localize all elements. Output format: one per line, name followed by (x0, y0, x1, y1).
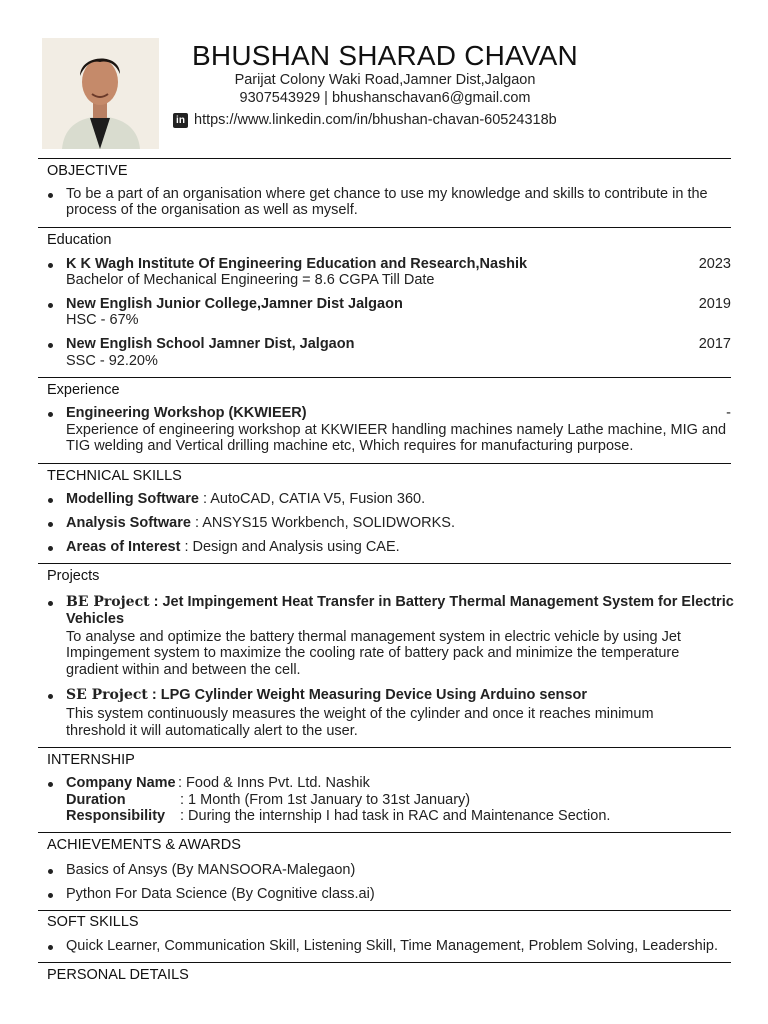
bullet (48, 601, 53, 606)
section-title-technical-skills: TECHNICAL SKILLS (47, 468, 182, 484)
be-project-title-cont: Vehicles (66, 611, 125, 627)
achievement-item: Basics of Ansys (By MANSOORA-Malegaon) (66, 862, 356, 878)
experience-line-2: TIG welding and Vertical drilling machine etc, Which requires for manufacturing purpose. (66, 438, 634, 454)
skill-row (66, 491, 425, 508)
bullet (48, 945, 53, 950)
divider (38, 377, 731, 378)
section-title-objective: OBJECTIVE (47, 163, 128, 179)
skill-value: : Design and Analysis using CAE. (180, 539, 400, 555)
skill-value: : ANSYS15 Workbench, SOLIDWORKS. (190, 515, 455, 531)
be-project-desc-1: To analyse and optimize the battery thermal management system in electric vehicle by using Jet (66, 629, 681, 645)
education-year: 2023 (698, 256, 731, 272)
skill-label: Areas of Interest (66, 539, 181, 555)
be-project-desc-3: gradient within and between the cell. (66, 662, 301, 678)
divider (38, 563, 731, 564)
se-project-desc-1: This system continuously measures the weight of the cylinder and once it reaches minimum (66, 706, 654, 722)
bullet (48, 498, 53, 503)
se-project-desc-2: threshold it will automatically alert to the user. (66, 723, 358, 739)
skill-value: : AutoCAD, CATIA V5, Fusion 360. (198, 491, 426, 507)
experience-line-1: Experience of engineering workshop at KKWIEER handling machines namely Lathe machine, MIG and (66, 422, 727, 438)
skill-label: Analysis Software (66, 515, 191, 531)
section-title-experience: Experience (47, 382, 120, 398)
bullet (48, 546, 53, 551)
internship-value: : During the internship I had task in RAC and Maintenance Section. (180, 808, 611, 824)
bullet (48, 694, 53, 699)
education-detail: HSC - 67% (66, 312, 139, 328)
internship-label: Duration (66, 792, 126, 808)
divider (38, 832, 731, 833)
divider (38, 463, 731, 464)
se-project-prefix: SE Project (66, 687, 148, 703)
be-project-desc-2: Impingement system to maximize the cooling rate of battery pack and minimize the temperature (66, 645, 680, 661)
experience-dash: - (726, 405, 731, 421)
be-project-prefix: BE Project (66, 594, 150, 610)
section-title-personal-details: PERSONAL DETAILS (47, 967, 189, 983)
objective-line-1: To be a part of an organisation where get chance to use my knowledge and skills to contribute in the (66, 186, 708, 202)
achievement-item: Python For Data Science (By Cognitive class.ai) (66, 886, 375, 902)
bullet (48, 303, 53, 308)
experience-role: Engineering Workshop (KKWIEER) (66, 405, 307, 421)
internship-value: : Food & Inns Pvt. Ltd. Nashik (178, 775, 370, 791)
divider (38, 910, 731, 911)
soft-skills-text: Quick Learner, Communication Skill, Listening Skill, Time Management, Problem Solving, Leadership. (66, 938, 719, 954)
candidate-name: BHUSHAN SHARAD CHAVAN (192, 40, 578, 71)
be-project-title (66, 594, 734, 611)
skill-row (66, 539, 400, 556)
se-project-title-text: : LPG Cylinder Weight Measuring Device Using Arduino sensor (147, 687, 587, 703)
section-title-projects: Projects (47, 568, 100, 584)
divider (38, 962, 731, 963)
education-year: 2019 (698, 296, 731, 312)
education-detail: SSC - 92.20% (66, 353, 158, 369)
bullet (48, 412, 53, 417)
linkedin-link[interactable]: https://www.linkedin.com/in/bhushan-chavan-60524318b (194, 112, 557, 128)
skill-row (66, 515, 455, 532)
bullet (48, 893, 53, 898)
skill-label: Modelling Software (66, 491, 199, 507)
section-title-achievements: ACHIEVEMENTS & AWARDS (47, 837, 241, 853)
contact-info: 9307543929 | bhushanschavan6@gmail.com (239, 90, 531, 106)
section-title-soft-skills: SOFT SKILLS (47, 914, 139, 930)
bullet (48, 782, 53, 787)
bullet (48, 193, 53, 198)
profile-photo (42, 38, 159, 149)
bullet (48, 343, 53, 348)
address: Parijat Colony Waki Road,Jamner Dist,Jalgaon (234, 72, 536, 88)
divider (38, 227, 731, 228)
education-school: New English School Jamner Dist, Jalgaon (66, 336, 355, 352)
bullet (48, 263, 53, 268)
bullet (48, 522, 53, 527)
section-title-education: Education (47, 232, 112, 248)
se-project-title (66, 687, 587, 704)
internship-value: : 1 Month (From 1st January to 31st January) (180, 792, 471, 808)
education-detail: Bachelor of Mechanical Engineering = 8.6 CGPA Till Date (66, 272, 435, 288)
internship-label: Company Name (66, 775, 176, 791)
be-project-title-text: : Jet Impingement Heat Transfer in Battery Thermal Management System for Electric (149, 594, 734, 610)
divider (38, 747, 731, 748)
linkedin-row[interactable] (173, 112, 557, 128)
objective-line-2: process of the organisation as well as myself. (66, 202, 358, 218)
internship-label: Responsibility (66, 808, 166, 824)
education-school: K K Wagh Institute Of Engineering Education and Research,Nashik (66, 256, 528, 272)
section-title-internship: INTERNSHIP (47, 752, 135, 768)
education-school: New English Junior College,Jamner Dist Jalgaon (66, 296, 403, 312)
divider (38, 158, 731, 159)
education-year: 2017 (698, 336, 731, 352)
linkedin-icon: in (173, 113, 188, 128)
bullet (48, 869, 53, 874)
